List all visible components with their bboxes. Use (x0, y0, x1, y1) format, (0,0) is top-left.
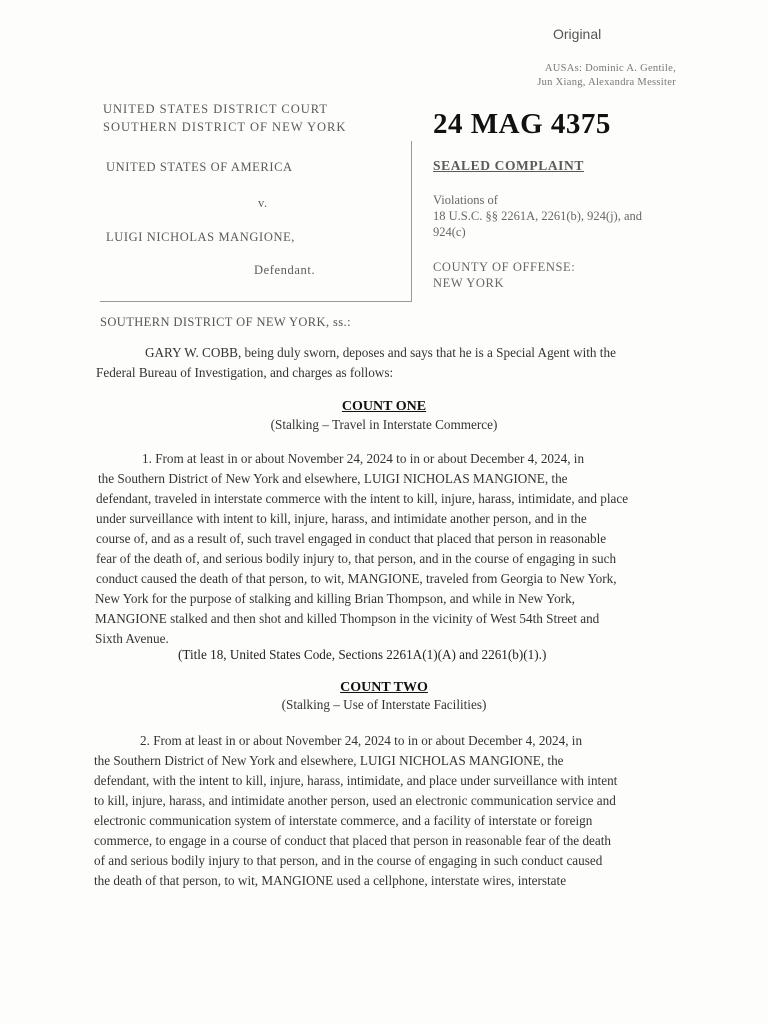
count-two-title: COUNT TWO (340, 680, 428, 695)
violations-line-2: 18 U.S.C. §§ 2261A, 2261(b), 924(j), and (433, 209, 643, 223)
ausa-line-1: AUSAs: Dominic A. Gentile, (544, 63, 676, 74)
count-one-subtitle: (Stalking – Travel in Interstate Commerce) (270, 417, 498, 432)
count-one-line: conduct caused the death of that person, to wit, MANGIONE, traveled from Georgia to New York, (96, 571, 617, 586)
original-stamp: Original (553, 26, 602, 42)
count-two-line: defendant, with the intent to kill, injure, harass, intimidate, and place under surveillance with intent (94, 773, 618, 788)
count-one-line: New York for the purpose of stalking and killing Brian Thompson, and while in New York, (95, 591, 575, 606)
sealed-complaint-heading: SEALED COMPLAINT (433, 158, 584, 173)
violations-line-1: Violations of (433, 193, 498, 207)
caption-versus: v. (258, 196, 268, 210)
count-one-citation: (Title 18, United States Code, Sections 2261A(1)(A) and 2261(b)(1).) (178, 647, 547, 662)
docket-number: 24 MAG 4375 (433, 108, 611, 140)
count-two-line: commerce, to engage in a course of conduct that placed that person in reasonable fear of the death (94, 833, 612, 848)
court-district: SOUTHERN DISTRICT OF NEW YORK (103, 120, 347, 134)
count-one-line: under surveillance with intent to kill, injure, harass, and intimidate another person, and in the (96, 511, 587, 526)
county-label: COUNTY OF OFFENSE: (433, 260, 576, 274)
count-two-line: 2. From at least in or about November 24, 2024 to in or about December 4, 2024, in (140, 733, 583, 748)
ausa-line-2: Jun Xiang, Alexandra Messiter (537, 77, 676, 88)
count-one-line: fear of the death of, and serious bodily injury to, that person, and in the course of engaging in such (96, 551, 617, 566)
count-two-line: the Southern District of New York and elsewhere, LUIGI NICHOLAS MANGIONE, the (94, 753, 564, 768)
count-one-line: MANGIONE stalked and then shot and killed Thompson in the vicinity of West 54th Street and (95, 611, 600, 626)
count-two-line: electronic communication system of interstate commerce, and a facility of interstate or foreign (94, 813, 593, 828)
count-one-line: the Southern District of New York and elsewhere, LUIGI NICHOLAS MANGIONE, the (98, 471, 568, 486)
caption-defendant: LUIGI NICHOLAS MANGIONE, (106, 230, 296, 244)
district-ss: SOUTHERN DISTRICT OF NEW YORK, ss.: (100, 315, 351, 329)
intro-line-2: Federal Bureau of Investigation, and charges as follows: (96, 365, 394, 380)
count-two-line: the death of that person, to wit, MANGIONE used a cellphone, interstate wires, interstate (94, 873, 567, 888)
intro-line-1: GARY W. COBB, being duly sworn, deposes and says that he is a Special Agent with the (145, 345, 616, 360)
court-name: UNITED STATES DISTRICT COURT (103, 102, 328, 116)
count-one-line: 1. From at least in or about November 24, 2024 to in or about December 4, 2024, in (142, 451, 585, 466)
count-two-line: of and serious bodily injury to that person, and in the course of engaging in such conduct caused (94, 853, 603, 868)
caption-defendant-label: Defendant. (254, 263, 316, 277)
count-one-line: course of, and as a result of, such travel engaged in conduct that placed that person in reasonable (96, 531, 607, 546)
violations-line-3: 924(c) (433, 225, 466, 239)
county-value: NEW YORK (433, 276, 505, 290)
count-one-title: COUNT ONE (341, 399, 427, 414)
count-two-line: to kill, injure, harass, and intimidate another person, used an electronic communication service and (94, 793, 616, 808)
count-one-line: Sixth Avenue. (95, 631, 169, 646)
caption-plaintiff: UNITED STATES OF AMERICA (106, 160, 293, 174)
count-one-line: defendant, traveled in interstate commerce with the intent to kill, injure, harass, intimidate, and place (96, 491, 629, 506)
count-two-subtitle: (Stalking – Use of Interstate Facilities) (281, 697, 487, 712)
